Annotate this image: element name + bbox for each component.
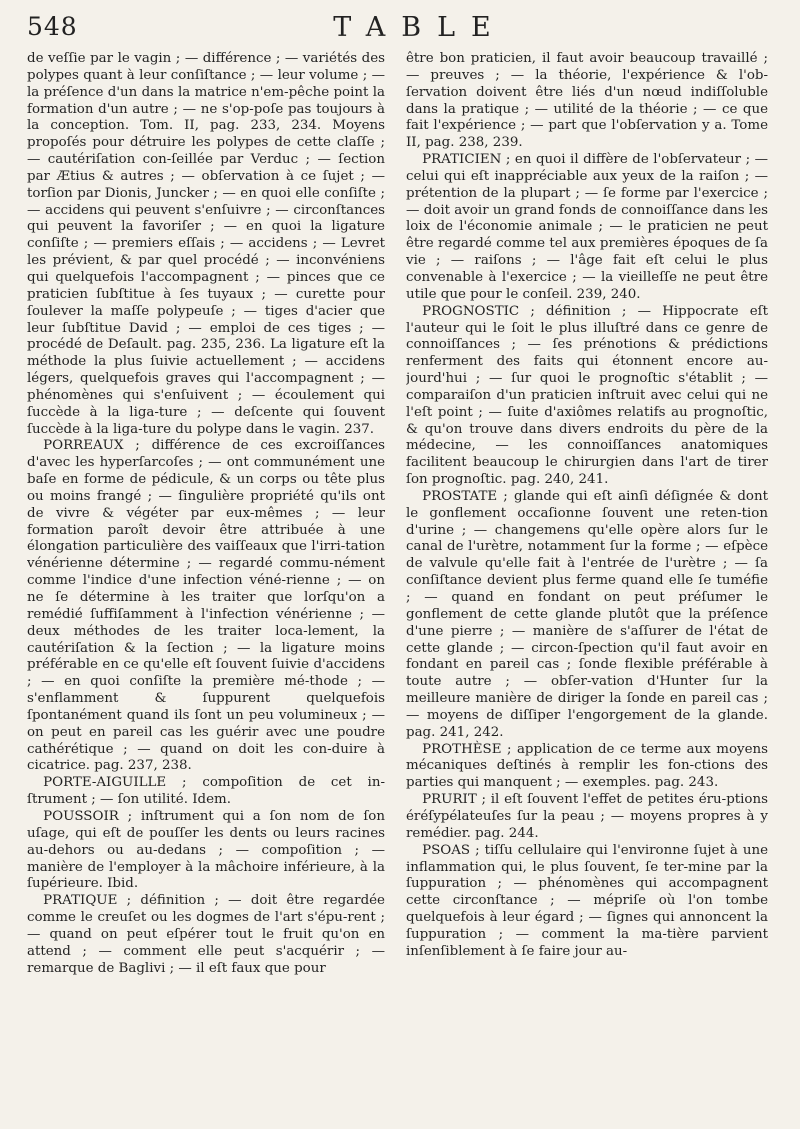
index-entry-porreaux: PORREAUX ; différence de ces excroiſſances d'avec les hyperſarcoſes ; — ont communément une baſe en forme de pédicule, & un corps ou tête plus ou moins frangé ; — ſingulière propriété qu'ils ont de vivre & végéter par eux-mêmes ; — leur formation paroît devoir être attribuée à une élongation particulière des vaiſſeaux que l'irri-tation vénérienne détermine ; — regardé commu-nément comme l'indice d'une infection véné-rienne ; — on ne ſe détermine à les traiter que lorſqu'on a remédié ſuffiſamment à l'infection vénérienne ; — deux méthodes de les traiter loca-lement, la cautériſation & la ſection ; — la ligature moins préférable en ce qu'elle eſt ſouvent ſuivie d'accidens ; — en quoi conſiſte la première mé-thode ; — s'enflamment & ſuppurent quelquefois ſpontanément quand ils ſont un peu volumineux ; — on peut en pareil cas les guérir avec une poudre cathérétique ; — quand on doit les con-duire à cicatrice. pag. 237, 238. (27, 438, 385, 774)
index-entry-polypes-continued: de veſſie par le vagin ; — différence ; — variétés des polypes quant à leur conſiſtance ; — leur volume ; — la préſence d'un dans la matrice n'em-pêche point la formation d'un autre ; — ne s'op-poſe pas toujours à la conception. Tom. II, pag. 233, 234. Moyens propoſés pour détruire les polypes de cette claſſe ; — cautériſation con-ſeillée par Verduc ; — ſection par Ætius & autres ; — obſervation à ce ſujet ; — torſion par Dionis, Juncker ; — en quoi elle conſiſte ; — accidens qui peuvent s'enſuivre ; — circonſtances qui peuvent la favoriſer ; — en quoi la ligature conſiſte ; — premiers eſſais ; — accidens ; — Levret les prévient, & par quel procédé ; — inconvéniens qui quelquefois l'accompagnent ; — pinces que ce praticien ſubſtitue à ſes tuyaux ; — curette pour ſoulever la maſſe polypeuſe ; — tiges d'acier que leur ſubſtitue David ; — emploi de ces tiges ; — procédé de Deſault. pag. 235, 236. La ligature eſt la méthode la plus ſuivie actuellement ; — accidens légers, quelquefois graves qui l'accompagnent ; — phénomènes qui s'enſuivent ; — écoulement qui ſuccède à la liga-ture ; — deſcente qui ſouvent ſuccède à la liga-ture du polype dans le vagin. 237. (27, 51, 385, 437)
index-entry-prognostic: PROGNOSTIC ; définition ; — Hippocrate eſt l'auteur qui le ſoit le plus illuſtré dans ce genre de connoiſſances ; — ſes prénotions & prédictions renferment des faits qui étonnent encore au-jourd'hui ; — ſur quoi le prognoſtic s'établit ; — comparaiſon d'un praticien inſtruit avec celui qui ne l'eſt point ; — ſuite d'axiômes relatifs au prognoſtic, & qu'on trouve dans divers endroits du père de la médecine, — les connoiſſances anatomiques facilitent beaucoup le chirurgien dans l'art de tirer ſon prognoſtic. pag. 240, 241. (406, 303, 768, 488)
index-entry-psoas: PSOAS ; tiſſu cellulaire qui l'environne ſujet à une inflammation qui, le plus ſouvent, ſe ter-mine par la ſuppuration ; — phénomènes qui accompagnent cette circonſtance ; — mépriſe où l'on tombe quelquefois à leur égard ; — ſignes qui annoncent la ſuppuration ; — comment la ma-tière parvient inſenſiblement à ſe faire jour au- (406, 842, 768, 959)
index-entry-pratique: PRATIQUE ; définition ; — doit être regardée comme le creuſet ou les dogmes de l'art s'épu-rent ; — quand on peut eſpérer tout le fruit qu'on en attend ; — comment elle peut s'acquérir ; — remarque de Baglivi ; — il eſt faux que pour (27, 893, 385, 976)
page-header (0, 12, 800, 52)
index-entry-prostate: PROSTATE ; glande qui eſt ainſi déſignée & dont le gonflement occaſionne ſouvent une reten-tion d'urine ; — changemens qu'elle opère alors ſur le canal de l'urètre, notamment ſur la forme ; — eſpèce de valvule qu'elle fait à l'entrée de l'urètre ; — ſa conſiſtance devient plus ferme quand elle ſe tuméfie ; — quand en fondant on peut préſumer le gonflement de cette glande plutôt que la préſence d'une pierre ; — manière de s'aſſurer de l'état de cette glande ; — circon-ſpection qu'il faut avoir en fondant en pareil cas ; ſonde flexible préférable à toute autre ; — obſer-vation d'Hunter ſur la meilleure manière de diriger la ſonde en pareil cas ; — moyens de diſſiper l'engorgement de la glande. pag. 241, 242. (406, 488, 768, 740)
index-entry-praticien: PRATICIEN ; en quoi il diffère de l'obſervateur ; — celui qui eſt inappréciable aux yeux de la raiſon ; — prétention de la plupart ; — ſe forme par l'exercice ; — doit avoir un grand fonds de connoiſſance dans les loix de l'économie animale ; — le praticien ne peut être regardé comme tel aux premières époques de ſa vie ; — raiſons ; — l'âge fait eſt celui le plus convenable à l'exercice ; — la vieilleſſe ne peut être utile que pour le conſeil. 239, 240. (406, 152, 768, 302)
left-column (27, 51, 385, 1116)
index-entry-poussoir: POUSSOIR ; inſtrument qui a ſon nom de ſon uſage, qui eſt de pouſſer les dents ou leurs racines au-dehors ou au-dedans ; — compoſition ; — manière de l'employer à la mâchoire inférieure, à la ſupérieure. Ibid. (27, 808, 385, 892)
page-number: 548 (27, 12, 78, 41)
index-entry-porte-aiguille: PORTE-AIGUILLE ; compoſition de cet in-ſtrument ; — ſon utilité. Idem. (27, 775, 385, 808)
right-column (406, 51, 768, 1116)
index-entry-prothese: PROTHÈSE ; application de ce terme aux moyens mécaniques deſtinés à remplir les fon-ctions des parties qui manquent ; — exemples. pag. 243. (406, 741, 768, 791)
index-entry-pratique-continued: être bon praticien, il faut avoir beaucoup travaillé ; — preuves ; — la théorie, l'expérience & l'ob-ſervation doivent être liés d'un nœud indiſſoluble dans la pratique ; — utilité de la théorie ; — ce que fait l'expérience ; — part que l'obſervation y a. Tome II, pag. 238, 239. (406, 51, 768, 151)
index-entry-prurit: PRURIT ; il eſt ſouvent l'effet de petites éru-ptions éréſypélateuſes ſur la peau ; — moyens propres à y remédier. pag. 244. (406, 792, 768, 841)
running-title: TABLE (333, 12, 507, 43)
